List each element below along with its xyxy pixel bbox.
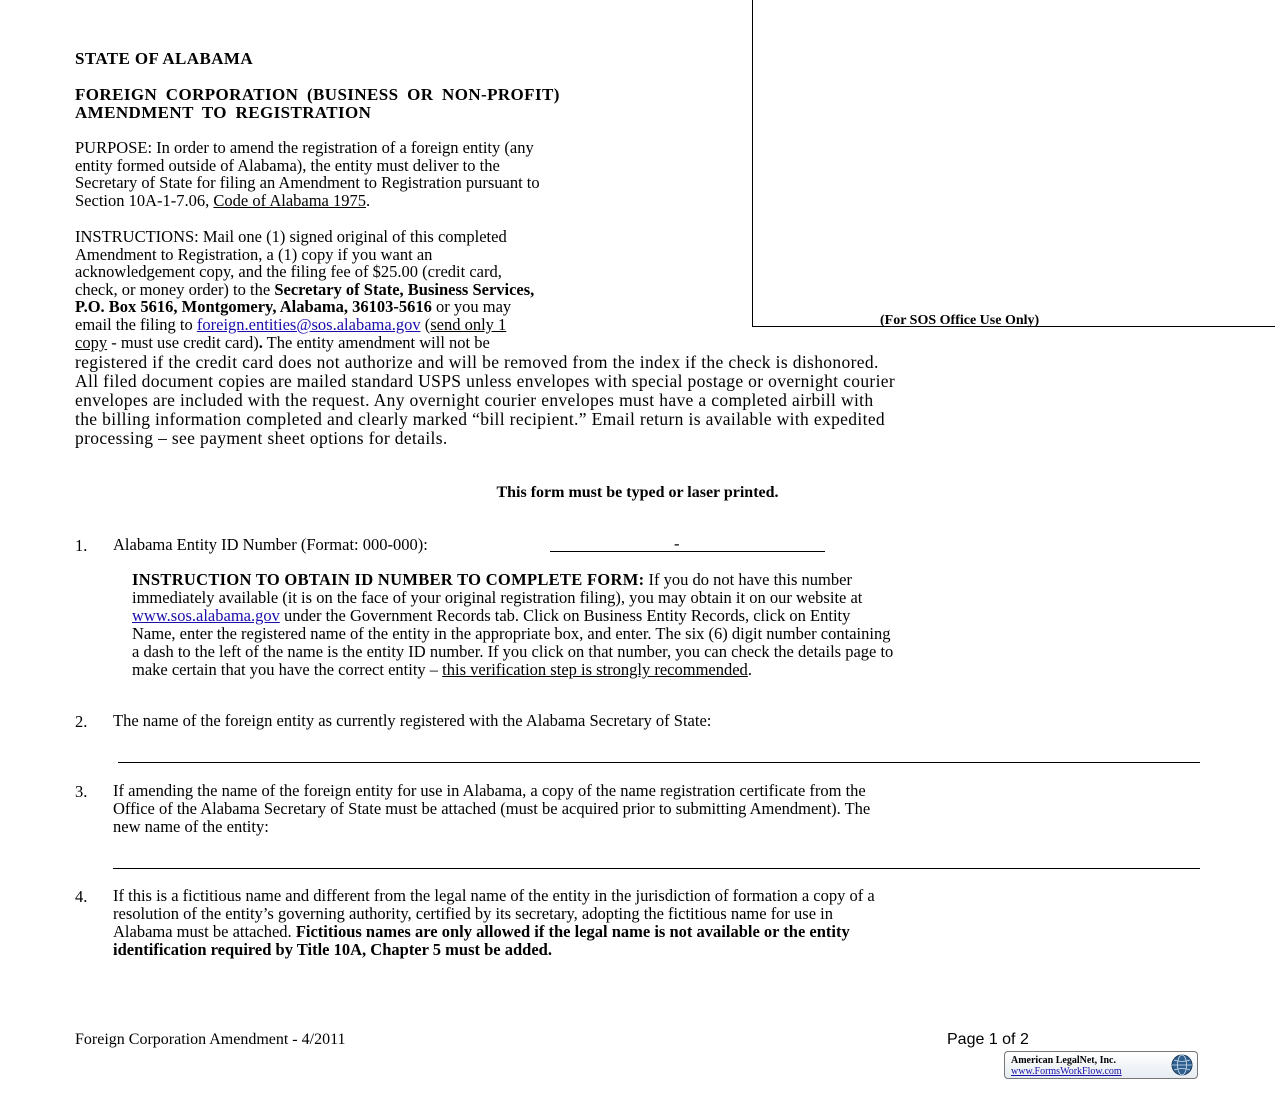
current-entity-name-field[interactable] — [118, 744, 1200, 763]
item-number: 2. — [75, 712, 88, 731]
instructions-line: envelopes are included with the request. Any overnight courier envelopes must have a completed airbill with — [75, 390, 874, 410]
item-number: 1. — [75, 536, 88, 555]
instructions-line: email the filing to foreign.entities@sos.alabama.gov (send only 1 — [75, 315, 507, 334]
current-name-label: The name of the foreign entity as currently registered with the Alabama Secretary of State: — [113, 711, 712, 730]
form-identifier: Foreign Corporation Amendment - 4/2011 — [75, 1031, 346, 1048]
page-number: Page 1 of 2 — [947, 1031, 1029, 1048]
item-number: 4. — [75, 887, 88, 906]
globe-icon — [1171, 1054, 1193, 1076]
american-legalnet-badge[interactable] — [1004, 1051, 1198, 1079]
entity-id-label: Alabama Entity ID Number (Format: 000-000): — [113, 535, 428, 554]
fictitious-name-instructions: If this is a fictitious name and different from the legal name of the entity in the jurisdiction of formation a copy of a resolution of the entity’s governing authority, certified by its secretary, adopting the fictitious name for use in Alabama must be attached. Fictitious names are only allowed if the legal name is not available or the entity identification required by Title 10A, Chapter 5 must be added. — [113, 886, 875, 959]
badge-url[interactable]: www.FormsWorkFlow.com — [1011, 1066, 1122, 1077]
instructions-line: check, or money order) to the Secretary of State, Business Services, — [75, 280, 535, 299]
badge-company-name: American LegalNet, Inc. — [1011, 1055, 1116, 1066]
purpose-line: Section 10A-1-7.06, Code of Alabama 1975. — [75, 191, 371, 210]
purpose-line: PURPOSE: In order to amend the registration of a foreign entity (any — [75, 138, 534, 157]
id-number-instructions: INSTRUCTION TO OBTAIN ID NUMBER TO COMPLETE FORM: If you do not have this number immediately available (it is on the face of your original registration filing), you may obtain it on our website at www.sos.alabama.gov under the Government Records tab. Click on Business Entity Records, click on Entity Name, enter the registered name of the entity in the appropriate box, and enter. The six (6) digit number containing a dash to the left of the name is the entity ID number. If you click on that number, you can check the details page to make certain that you have the correct entity – this verification step is strongly recommended. — [132, 570, 894, 679]
entity-id-field[interactable] — [550, 533, 825, 552]
sos-office-use-box — [752, 0, 1275, 327]
mailing-address: Secretary of State, Business Services, — [274, 280, 535, 299]
sos-website-link[interactable]: www.sos.alabama.gov — [132, 606, 280, 625]
form-title-line-2: AMENDMENT TO REGISTRATION — [75, 103, 372, 122]
new-name-instructions: If amending the name of the foreign entity for use in Alabama, a copy of the name registration certificate from the Office of the Alabama Secretary of State must be attached (must be acquired prior to submitting Amendment). The new name of the entity: — [113, 781, 871, 836]
instructions-line: the billing information completed and clearly marked “bill recipient.” Email return is available with expedited — [75, 409, 886, 429]
item-number: 3. — [75, 782, 88, 801]
instructions-line: P.O. Box 5616, Montgomery, Alabama, 36103-5616 or you may — [75, 297, 512, 316]
email-link[interactable]: foreign.entities@sos.alabama.gov — [196, 315, 421, 334]
typed-or-printed-notice: This form must be typed or laser printed. — [496, 484, 779, 501]
mailing-address: P.O. Box 5616, Montgomery, Alabama, 36103-5616 — [75, 297, 432, 316]
instructions-line: INSTRUCTIONS: Mail one (1) signed original of this completed — [75, 227, 507, 246]
state-heading: STATE OF ALABAMA — [75, 49, 253, 68]
purpose-line: entity formed outside of Alabama), the entity must deliver to the — [75, 156, 500, 175]
form-title-line-1: FOREIGN CORPORATION (BUSINESS OR NON-PROFIT) — [75, 85, 560, 104]
code-of-alabama-reference: Code of Alabama 1975 — [213, 191, 366, 210]
entity-id-dash: - — [674, 534, 680, 553]
sos-office-use-label: (For SOS Office Use Only) — [880, 313, 1040, 328]
instructions-line: copy - must use credit card). The entity amendment will not be — [75, 333, 490, 352]
instructions-line: Amendment to Registration, a (1) copy if you want an — [75, 245, 433, 264]
instructions-line: processing – see payment sheet options for details. — [75, 428, 448, 448]
new-entity-name-field[interactable] — [113, 850, 1200, 869]
purpose-line: Secretary of State for filing an Amendment to Registration pursuant to — [75, 173, 540, 192]
instructions-line: All filed document copies are mailed standard USPS unless envelopes with special postage or overnight courier — [75, 371, 896, 391]
instructions-line: registered if the credit card does not authorize and will be removed from the index if the check is dishonored. — [75, 352, 879, 372]
instructions-line: acknowledgement copy, and the filing fee of $25.00 (credit card, — [75, 262, 502, 281]
